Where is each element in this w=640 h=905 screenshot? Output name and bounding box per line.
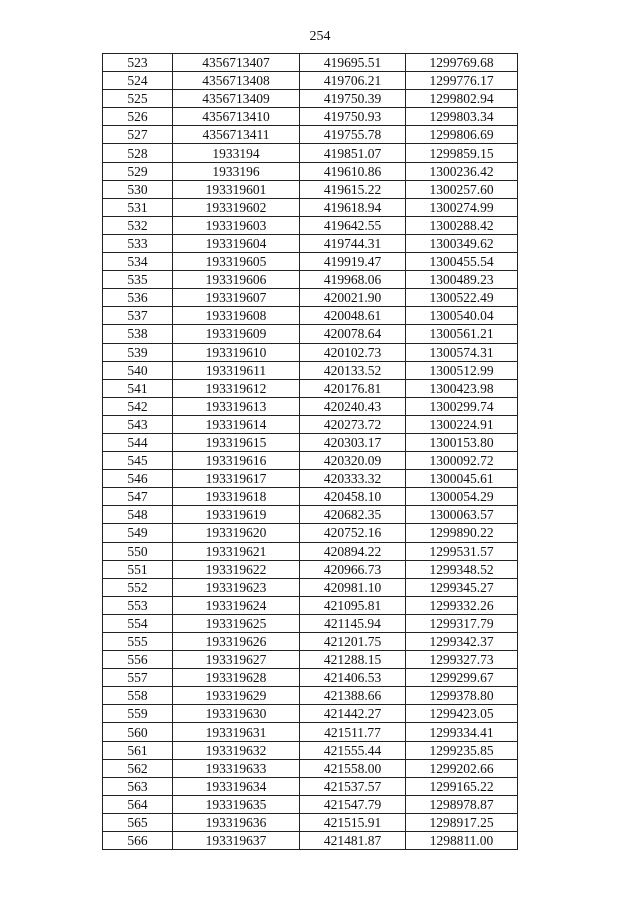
y-coordinate-cell: 1300299.74 — [406, 397, 518, 415]
x-coordinate-cell: 420894.22 — [300, 542, 406, 560]
point-number-cell: 546 — [103, 470, 173, 488]
table-row — [103, 325, 518, 343]
point-id-cell: 193319608 — [173, 307, 300, 325]
point-id-cell: 193319614 — [173, 415, 300, 433]
y-coordinate-cell: 1300257.60 — [406, 180, 518, 198]
y-coordinate-cell: 1300236.42 — [406, 162, 518, 180]
point-id-cell: 193319622 — [173, 560, 300, 578]
y-coordinate-cell: 1299345.27 — [406, 578, 518, 596]
point-number-cell: 545 — [103, 452, 173, 470]
table-row — [103, 614, 518, 632]
point-id-cell: 193319615 — [173, 433, 300, 451]
point-number-cell: 556 — [103, 651, 173, 669]
x-coordinate-cell: 421537.57 — [300, 777, 406, 795]
x-coordinate-cell: 420176.81 — [300, 379, 406, 397]
y-coordinate-cell: 1300063.57 — [406, 506, 518, 524]
point-id-cell: 193319604 — [173, 234, 300, 252]
table-row — [103, 452, 518, 470]
point-id-cell: 193319609 — [173, 325, 300, 343]
x-coordinate-cell: 419695.51 — [300, 54, 406, 72]
point-number-cell: 535 — [103, 271, 173, 289]
point-number-cell: 543 — [103, 415, 173, 433]
table-row — [103, 397, 518, 415]
point-number-cell: 547 — [103, 488, 173, 506]
point-number-cell: 564 — [103, 795, 173, 813]
x-coordinate-cell: 421095.81 — [300, 596, 406, 614]
table-row — [103, 741, 518, 759]
table-row — [103, 560, 518, 578]
y-coordinate-cell: 1300522.49 — [406, 289, 518, 307]
point-id-cell: 193319628 — [173, 669, 300, 687]
y-coordinate-cell: 1299334.41 — [406, 723, 518, 741]
x-coordinate-cell: 419610.86 — [300, 162, 406, 180]
point-number-cell: 529 — [103, 162, 173, 180]
table-row — [103, 524, 518, 542]
point-number-cell: 528 — [103, 144, 173, 162]
point-id-cell: 193319613 — [173, 397, 300, 415]
y-coordinate-cell: 1300455.54 — [406, 253, 518, 271]
x-coordinate-cell: 419851.07 — [300, 144, 406, 162]
table-row — [103, 108, 518, 126]
x-coordinate-cell: 421201.75 — [300, 633, 406, 651]
x-coordinate-cell: 419919.47 — [300, 253, 406, 271]
point-id-cell: 4356713409 — [173, 90, 300, 108]
point-number-cell: 536 — [103, 289, 173, 307]
point-id-cell: 193319616 — [173, 452, 300, 470]
y-coordinate-cell: 1299769.68 — [406, 54, 518, 72]
point-id-cell: 1933194 — [173, 144, 300, 162]
point-number-cell: 561 — [103, 741, 173, 759]
table-row — [103, 470, 518, 488]
point-id-cell: 4356713407 — [173, 54, 300, 72]
table-row — [103, 687, 518, 705]
table-row — [103, 234, 518, 252]
x-coordinate-cell: 421288.15 — [300, 651, 406, 669]
table-row — [103, 506, 518, 524]
y-coordinate-cell: 1299776.17 — [406, 72, 518, 90]
point-id-cell: 4356713408 — [173, 72, 300, 90]
point-number-cell: 566 — [103, 832, 173, 850]
point-id-cell: 1933196 — [173, 162, 300, 180]
point-id-cell: 193319626 — [173, 633, 300, 651]
x-coordinate-cell: 420240.43 — [300, 397, 406, 415]
point-id-cell: 193319624 — [173, 596, 300, 614]
y-coordinate-cell: 1299235.85 — [406, 741, 518, 759]
table-row — [103, 90, 518, 108]
x-coordinate-cell: 421388.66 — [300, 687, 406, 705]
y-coordinate-cell: 1299165.22 — [406, 777, 518, 795]
point-id-cell: 193319629 — [173, 687, 300, 705]
point-number-cell: 544 — [103, 433, 173, 451]
point-id-cell: 193319625 — [173, 614, 300, 632]
page-number: 254 — [309, 29, 331, 44]
point-number-cell: 565 — [103, 813, 173, 831]
x-coordinate-cell: 421442.27 — [300, 705, 406, 723]
y-coordinate-cell: 1300092.72 — [406, 452, 518, 470]
point-id-cell: 193319635 — [173, 795, 300, 813]
table-row — [103, 162, 518, 180]
table-row — [103, 307, 518, 325]
y-coordinate-cell: 1299327.73 — [406, 651, 518, 669]
point-id-cell: 193319621 — [173, 542, 300, 560]
x-coordinate-cell: 420303.17 — [300, 433, 406, 451]
y-coordinate-cell: 1299202.66 — [406, 759, 518, 777]
point-number-cell: 551 — [103, 560, 173, 578]
point-number-cell: 554 — [103, 614, 173, 632]
x-coordinate-cell: 419755.78 — [300, 126, 406, 144]
point-number-cell: 537 — [103, 307, 173, 325]
point-number-cell: 549 — [103, 524, 173, 542]
y-coordinate-cell: 1299890.22 — [406, 524, 518, 542]
x-coordinate-cell: 421547.79 — [300, 795, 406, 813]
point-number-cell: 550 — [103, 542, 173, 560]
point-id-cell: 193319631 — [173, 723, 300, 741]
table-row — [103, 542, 518, 560]
point-number-cell: 557 — [103, 669, 173, 687]
table-row — [103, 777, 518, 795]
point-id-cell: 193319619 — [173, 506, 300, 524]
y-coordinate-cell: 1299806.69 — [406, 126, 518, 144]
x-coordinate-cell: 419968.06 — [300, 271, 406, 289]
point-number-cell: 555 — [103, 633, 173, 651]
point-id-cell: 193319602 — [173, 198, 300, 216]
point-id-cell: 193319637 — [173, 832, 300, 850]
y-coordinate-cell: 1299378.80 — [406, 687, 518, 705]
x-coordinate-cell: 421481.87 — [300, 832, 406, 850]
table-row — [103, 723, 518, 741]
point-number-cell: 539 — [103, 343, 173, 361]
y-coordinate-cell: 1298917.25 — [406, 813, 518, 831]
point-number-cell: 534 — [103, 253, 173, 271]
point-number-cell: 541 — [103, 379, 173, 397]
x-coordinate-cell: 420048.61 — [300, 307, 406, 325]
y-coordinate-cell: 1299531.57 — [406, 542, 518, 560]
x-coordinate-cell: 419750.39 — [300, 90, 406, 108]
x-coordinate-cell: 420021.90 — [300, 289, 406, 307]
point-id-cell: 193319607 — [173, 289, 300, 307]
table-row — [103, 433, 518, 451]
point-id-cell: 193319605 — [173, 253, 300, 271]
x-coordinate-cell: 419744.31 — [300, 234, 406, 252]
y-coordinate-cell: 1300489.23 — [406, 271, 518, 289]
point-id-cell: 193319633 — [173, 759, 300, 777]
x-coordinate-cell: 421515.91 — [300, 813, 406, 831]
table-row — [103, 361, 518, 379]
x-coordinate-cell: 420102.73 — [300, 343, 406, 361]
x-coordinate-cell: 421558.00 — [300, 759, 406, 777]
table-row — [103, 198, 518, 216]
point-number-cell: 542 — [103, 397, 173, 415]
y-coordinate-cell: 1299802.94 — [406, 90, 518, 108]
point-id-cell: 4356713410 — [173, 108, 300, 126]
x-coordinate-cell: 419618.94 — [300, 198, 406, 216]
table-row — [103, 54, 518, 72]
point-number-cell: 532 — [103, 216, 173, 234]
y-coordinate-cell: 1299803.34 — [406, 108, 518, 126]
point-number-cell: 538 — [103, 325, 173, 343]
y-coordinate-cell: 1300512.99 — [406, 361, 518, 379]
y-coordinate-cell: 1300288.42 — [406, 216, 518, 234]
y-coordinate-cell: 1299859.15 — [406, 144, 518, 162]
point-id-cell: 193319632 — [173, 741, 300, 759]
point-id-cell: 193319630 — [173, 705, 300, 723]
y-coordinate-cell: 1300054.29 — [406, 488, 518, 506]
y-coordinate-cell: 1299332.26 — [406, 596, 518, 614]
table-row — [103, 343, 518, 361]
point-number-cell: 558 — [103, 687, 173, 705]
x-coordinate-cell: 421511.77 — [300, 723, 406, 741]
point-number-cell: 530 — [103, 180, 173, 198]
y-coordinate-cell: 1298978.87 — [406, 795, 518, 813]
table-row — [103, 813, 518, 831]
table-row — [103, 669, 518, 687]
point-number-cell: 524 — [103, 72, 173, 90]
point-number-cell: 533 — [103, 234, 173, 252]
point-number-cell: 553 — [103, 596, 173, 614]
point-id-cell: 193319627 — [173, 651, 300, 669]
y-coordinate-cell: 1300561.21 — [406, 325, 518, 343]
point-number-cell: 563 — [103, 777, 173, 795]
point-id-cell: 193319634 — [173, 777, 300, 795]
point-id-cell: 193319603 — [173, 216, 300, 234]
y-coordinate-cell: 1299348.52 — [406, 560, 518, 578]
point-id-cell: 193319620 — [173, 524, 300, 542]
table-row — [103, 379, 518, 397]
table-row — [103, 271, 518, 289]
table-row — [103, 72, 518, 90]
x-coordinate-cell: 420078.64 — [300, 325, 406, 343]
table-body — [103, 54, 518, 850]
y-coordinate-cell: 1299317.79 — [406, 614, 518, 632]
x-coordinate-cell: 420133.52 — [300, 361, 406, 379]
y-coordinate-cell: 1300423.98 — [406, 379, 518, 397]
y-coordinate-cell: 1300045.61 — [406, 470, 518, 488]
table-row — [103, 180, 518, 198]
point-number-cell: 560 — [103, 723, 173, 741]
x-coordinate-cell: 420333.32 — [300, 470, 406, 488]
y-coordinate-cell: 1299299.67 — [406, 669, 518, 687]
point-id-cell: 193319636 — [173, 813, 300, 831]
point-number-cell: 531 — [103, 198, 173, 216]
x-coordinate-cell: 420273.72 — [300, 415, 406, 433]
x-coordinate-cell: 420966.73 — [300, 560, 406, 578]
x-coordinate-cell: 419706.21 — [300, 72, 406, 90]
x-coordinate-cell: 420981.10 — [300, 578, 406, 596]
x-coordinate-cell: 419642.55 — [300, 216, 406, 234]
point-id-cell: 193319612 — [173, 379, 300, 397]
y-coordinate-cell: 1298811.00 — [406, 832, 518, 850]
y-coordinate-cell: 1300153.80 — [406, 433, 518, 451]
point-id-cell: 193319618 — [173, 488, 300, 506]
table-row — [103, 795, 518, 813]
table-row — [103, 705, 518, 723]
point-number-cell: 562 — [103, 759, 173, 777]
table-row — [103, 488, 518, 506]
point-id-cell: 193319617 — [173, 470, 300, 488]
point-number-cell: 527 — [103, 126, 173, 144]
table-row — [103, 415, 518, 433]
y-coordinate-cell: 1300574.31 — [406, 343, 518, 361]
x-coordinate-cell: 421555.44 — [300, 741, 406, 759]
table-row — [103, 144, 518, 162]
y-coordinate-cell: 1299342.37 — [406, 633, 518, 651]
table-row — [103, 253, 518, 271]
table-row — [103, 289, 518, 307]
y-coordinate-cell: 1300224.91 — [406, 415, 518, 433]
point-number-cell: 548 — [103, 506, 173, 524]
point-number-cell: 525 — [103, 90, 173, 108]
point-id-cell: 193319611 — [173, 361, 300, 379]
point-number-cell: 526 — [103, 108, 173, 126]
y-coordinate-cell: 1299423.05 — [406, 705, 518, 723]
point-id-cell: 193319606 — [173, 271, 300, 289]
x-coordinate-cell: 420320.09 — [300, 452, 406, 470]
point-number-cell: 523 — [103, 54, 173, 72]
point-number-cell: 552 — [103, 578, 173, 596]
point-id-cell: 193319623 — [173, 578, 300, 596]
x-coordinate-cell: 421145.94 — [300, 614, 406, 632]
table-row — [103, 216, 518, 234]
table-row — [103, 578, 518, 596]
y-coordinate-cell: 1300349.62 — [406, 234, 518, 252]
point-number-cell: 540 — [103, 361, 173, 379]
coordinates-table — [102, 53, 518, 850]
table-row — [103, 832, 518, 850]
y-coordinate-cell: 1300540.04 — [406, 307, 518, 325]
table-row — [103, 651, 518, 669]
x-coordinate-cell: 420458.10 — [300, 488, 406, 506]
table-row — [103, 126, 518, 144]
point-number-cell: 559 — [103, 705, 173, 723]
table-row — [103, 596, 518, 614]
x-coordinate-cell: 419615.22 — [300, 180, 406, 198]
x-coordinate-cell: 421406.53 — [300, 669, 406, 687]
point-id-cell: 193319610 — [173, 343, 300, 361]
table-row — [103, 633, 518, 651]
x-coordinate-cell: 420752.16 — [300, 524, 406, 542]
point-id-cell: 4356713411 — [173, 126, 300, 144]
y-coordinate-cell: 1300274.99 — [406, 198, 518, 216]
x-coordinate-cell: 419750.93 — [300, 108, 406, 126]
table-row — [103, 759, 518, 777]
point-id-cell: 193319601 — [173, 180, 300, 198]
x-coordinate-cell: 420682.35 — [300, 506, 406, 524]
